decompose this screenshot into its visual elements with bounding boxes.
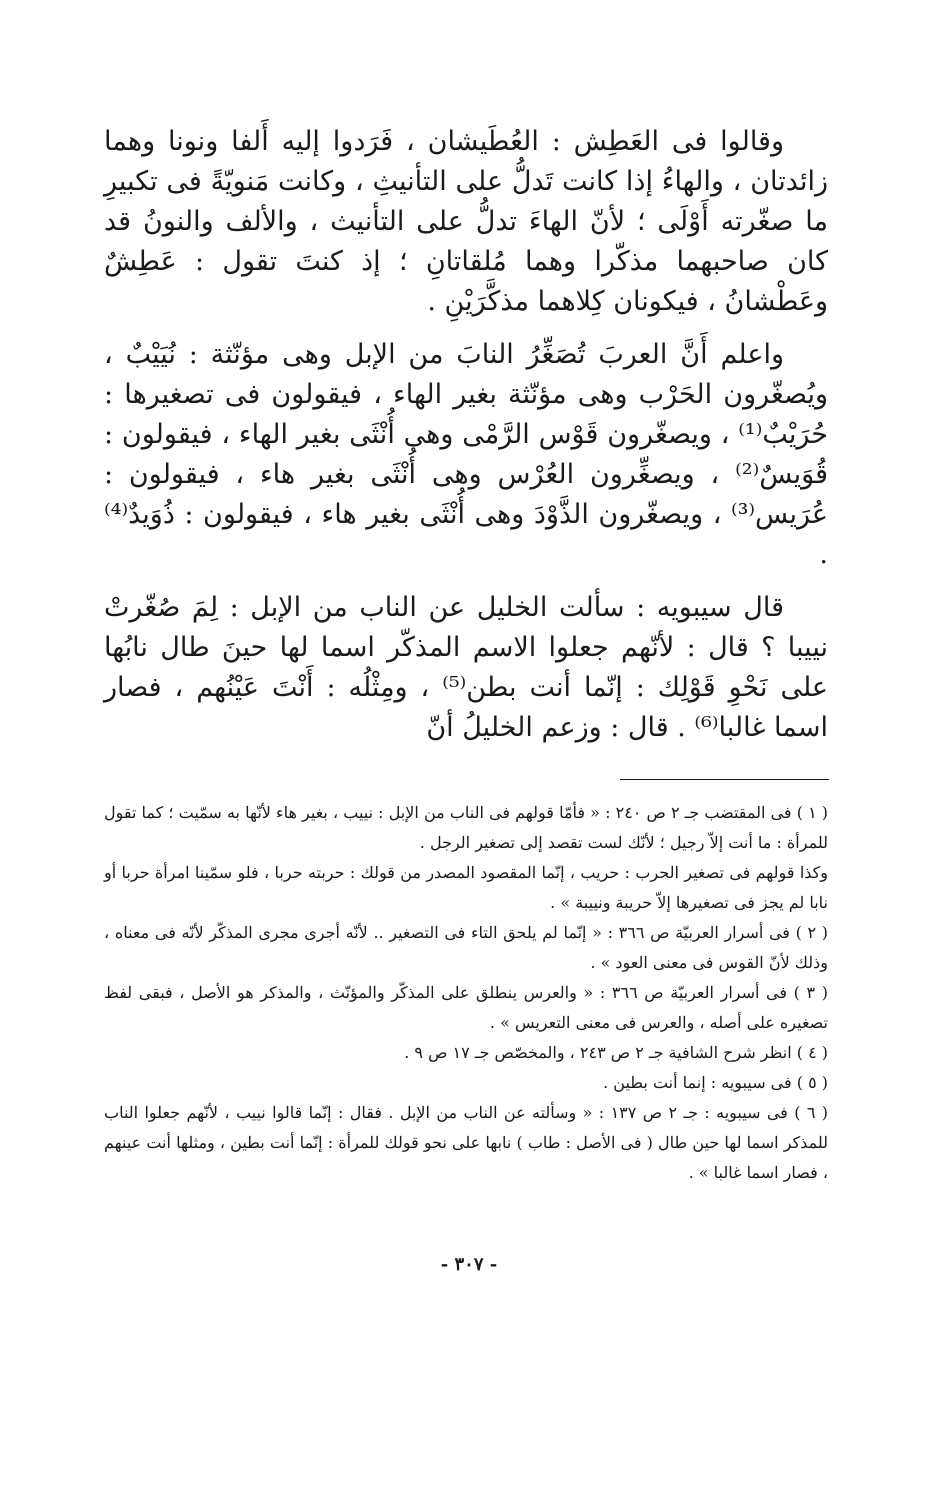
footnote-3: ( ٣ ) فى أسرار العربيّة ص ٣٦٦ : « والعرس ينطلق على المذكّر والمؤنّث ، والمذكر هو الأصل ، فبقى لفظ تصغيره على أصله ، والعرس فى معنى التعريس » . — [104, 983, 828, 1032]
footnote-5: ( ٥ ) فى سيبويه : إنما أنت بطين . — [603, 1073, 828, 1092]
footnote-2: ( ٢ ) فى أسرار العربيّة ص ٣٦٦ : « إنّما لم يلحق التاء فى التصغير .. لأنّه أجرى مجرى المذكّر لأنّه فى معناه ، وذلك لأنّ القوس فى معنى العود » . — [104, 923, 828, 972]
footnote-4: ( ٤ ) انظر شرح الشافية جـ ٢ ص ٢٤٣ ، والمخصّص جـ ١٧ ص ٩ . — [404, 1043, 828, 1062]
footnote-separator — [620, 779, 829, 780]
paragraph-3: قال سيبويه : سألت الخليل عن الناب من الإبل : لِمَ صُغّرتْ نييبا ؟ قال : لأنّهم جعلوا الاسم المذكّر اسما لها حينَ طال نابُها على نَحْوِ قَوْلِك : إنّما أنت بطن⁽⁵⁾ ، ومِثْلُه : أَنْتَ عَيْنُهم ، فصار اسما غالبا⁽⁶⁾ . قال : وزعم الخليلُ أنّ — [104, 592, 829, 743]
paragraph-1: وقالوا فى العَطِش : العُطَيشان ، فَرَدوا إليه أَلفا ونونا وهما زائدتان ، والهاءُ إذا كانت تَدلُّ على التأنيثِ ، وكانت مَنويّةً فى تكبيرِ ما صغّرته أَوْلَى ؛ لأنّ الهاءَ تدلُّ على التأنيث ، والألف والنونُ قد كان صاحبهما مذكّرا وهما مُلقاتانِ ؛ إذ كنتَ تقول : عَطِشٌ وعَطْشانُ ، فيكونان كِلاهما مذكَّرَيْنِ . — [104, 126, 828, 317]
main-text — [104, 122, 828, 761]
paragraph-2: واعلم أَنَّ العربَ تُصَغِّرُ النابَ من الإبل وهى مؤنّثة : نُيَيْبٌ ، ويُصغّرون الحَرْب وهى مؤنّثة بغير الهاء ، فيقولون فى تصغيرها : حُرَيْبٌ⁽¹⁾ ، ويصغّرون قَوْس الرَّمْى وهى أُنْثَى بغير الهاء ، فيقولون : قُوَيسٌ⁽²⁾ ، ويصغِّرون العُرْس وهى أُنْثَى بغير هاء ، فيقولون : عُرَيس⁽³⁾ ، ويصغّرون الذَّوْدَ وهى أُنْثَى بغير هاء ، فيقولون : ذُوَيدٌ⁽⁴⁾ . — [104, 339, 828, 570]
footnote-1: ( ١ ) فى المقتضب جـ ٢ ص ٢٤٠ : « فأمّا قولهم فى الناب من الإبل : نييب ، بغير هاء لأنّها به سمّيت ؛ كما تقول للمرأة : ما أنت إلاّ رجيل ؛ لأنّك لست تقصد إلى تصغير الرجل . — [104, 803, 829, 852]
page-number: - ٣٠٧ - — [440, 1254, 498, 1275]
footnotes — [104, 798, 828, 1188]
footnote-6: ( ٦ ) فى سيبويه : جـ ٢ ص ١٣٧ : « وسألته عن الناب من الإبل . فقال : إنّما قالوا نييب ، لأنّهم جعلوا الناب للمذكر اسما لها حين طال ( فى الأصل : طاب ) نابها على نحو قولك للمرأة : إنّما أنت بطين ، ومثلها أنت عينهم ، فصار اسما غالبا » . — [104, 1103, 829, 1182]
footnote-1-continuation: وكذا قولهم فى تصغير الحرب : حريب ، إنّما المقصود المصدر من قولك : حربته حربا ، فلو سمّينا امرأة حربا أو نابا لم يجز فى تصغيرها إلاّ حريبة ونييبة » . — [104, 863, 828, 912]
